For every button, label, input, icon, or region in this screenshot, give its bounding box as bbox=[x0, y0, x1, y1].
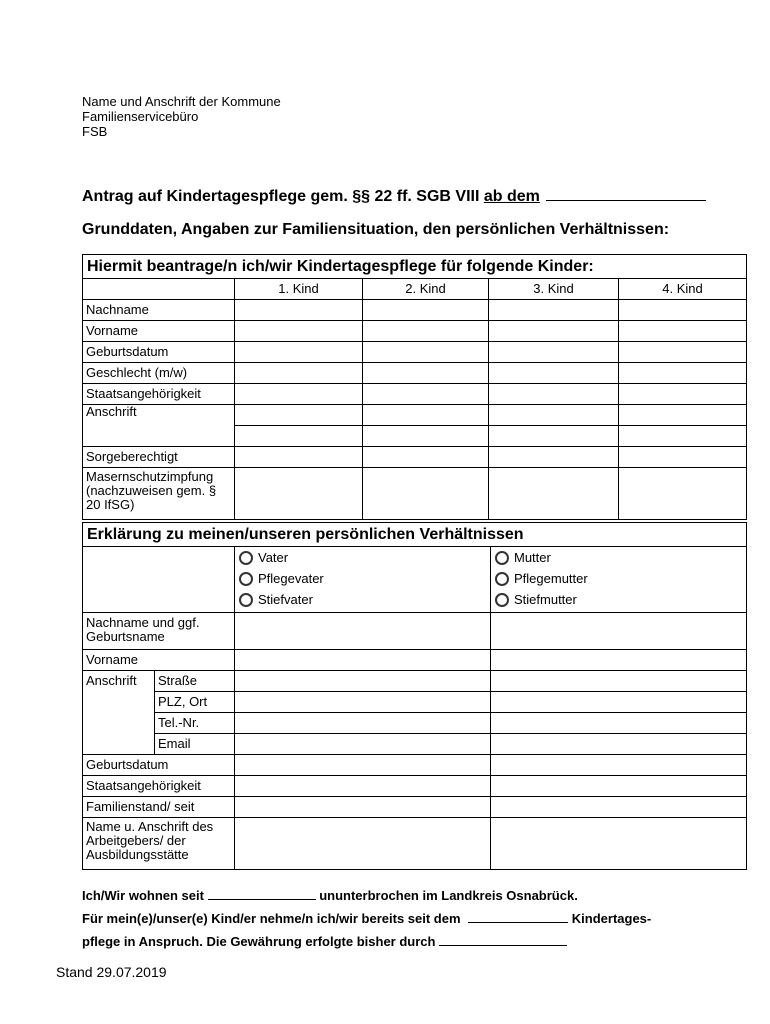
row-label-anschrift: Anschrift bbox=[83, 405, 235, 447]
radio-label: Mutter bbox=[514, 549, 551, 565]
parent-2-familienstand-field[interactable] bbox=[491, 797, 747, 818]
row-label-tel: Tel.-Nr. bbox=[155, 713, 235, 734]
parents-table bbox=[82, 522, 747, 870]
parent-2-email-field[interactable] bbox=[491, 734, 747, 755]
radio-mutter[interactable] bbox=[495, 547, 743, 568]
radio-pflegevater[interactable] bbox=[239, 568, 487, 589]
care-text-end: Kindertages- bbox=[571, 911, 652, 926]
care-statement-line-1 bbox=[82, 911, 651, 926]
mother-options bbox=[491, 547, 747, 613]
child-3-nachname-field[interactable] bbox=[489, 300, 619, 321]
child-3-vorname-field[interactable] bbox=[489, 321, 619, 342]
child-3-sorgeberechtigt-field[interactable] bbox=[489, 447, 619, 468]
row-label-parent-anschrift: Anschrift bbox=[83, 671, 155, 755]
row-label-email: Email bbox=[155, 734, 235, 755]
form-title-ab-dem: ab dem bbox=[483, 188, 540, 205]
parent-1-tel-field[interactable] bbox=[235, 713, 491, 734]
row-label-sorgeberechtigt: Sorgeberechtigt bbox=[83, 447, 235, 468]
row-label-parent-geburtsdatum: Geburtsdatum bbox=[83, 755, 235, 776]
child-2-geburtsdatum-field[interactable] bbox=[363, 342, 489, 363]
column-header-empty bbox=[83, 279, 235, 300]
parent-1-nachname-field[interactable] bbox=[235, 613, 491, 650]
child-4-sorgeberechtigt-field[interactable] bbox=[619, 447, 747, 468]
parent-2-plz-field[interactable] bbox=[491, 692, 747, 713]
parents-table-heading: Erklärung zu meinen/unseren persönlichen Verhältnissen bbox=[83, 523, 747, 547]
child-2-anschrift-field-1[interactable] bbox=[363, 405, 489, 426]
start-date-field[interactable] bbox=[546, 186, 706, 201]
column-header-kind-4: 4. Kind bbox=[619, 279, 747, 300]
child-3-geschlecht-field[interactable] bbox=[489, 363, 619, 384]
row-label-strasse: Straße bbox=[155, 671, 235, 692]
parent-1-staat-field[interactable] bbox=[235, 776, 491, 797]
radio-vater[interactable] bbox=[239, 547, 487, 568]
residence-text-start: Ich/Wir wohnen seit bbox=[82, 888, 204, 903]
child-4-anschrift-field-1[interactable] bbox=[619, 405, 747, 426]
column-header-kind-2: 2. Kind bbox=[363, 279, 489, 300]
child-1-anschrift-field-1[interactable] bbox=[235, 405, 363, 426]
radio-label: Vater bbox=[258, 549, 289, 565]
form-title-text: Antrag auf Kindertagespflege gem. §§ 22 ff. SGB VIII bbox=[82, 188, 480, 205]
child-3-staat-field[interactable] bbox=[489, 384, 619, 405]
child-4-vorname-field[interactable] bbox=[619, 321, 747, 342]
residence-text-end: ununterbrochen im Landkreis Osnabrück. bbox=[319, 888, 578, 903]
radio-circle-icon bbox=[495, 551, 509, 565]
form-title bbox=[82, 186, 706, 206]
residence-since-field[interactable] bbox=[208, 888, 316, 900]
child-1-geschlecht-field[interactable] bbox=[235, 363, 363, 384]
parent-1-arbeitgeber-field[interactable] bbox=[235, 818, 491, 870]
child-2-anschrift-field-2[interactable] bbox=[363, 426, 489, 447]
row-label-staatsangehoerigkeit: Staatsangehörigkeit bbox=[83, 384, 235, 405]
parent-2-vorname-field[interactable] bbox=[491, 650, 747, 671]
child-3-anschrift-field-2[interactable] bbox=[489, 426, 619, 447]
child-3-geburtsdatum-field[interactable] bbox=[489, 342, 619, 363]
child-2-geschlecht-field[interactable] bbox=[363, 363, 489, 384]
parent-1-plz-field[interactable] bbox=[235, 692, 491, 713]
child-1-geburtsdatum-field[interactable] bbox=[235, 342, 363, 363]
row-label-masernschutzimpfung: Masernschutzimpfung (nachzuweisen gem. § 20 IfSG) bbox=[83, 468, 235, 520]
row-label-parent-vorname: Vorname bbox=[83, 650, 235, 671]
radio-label: Pflegevater bbox=[258, 570, 324, 586]
child-1-staat-field[interactable] bbox=[235, 384, 363, 405]
radio-circle-icon bbox=[495, 593, 509, 607]
column-header-kind-1: 1. Kind bbox=[235, 279, 363, 300]
father-options bbox=[235, 547, 491, 613]
child-4-masern-field[interactable] bbox=[619, 468, 747, 520]
child-4-geschlecht-field[interactable] bbox=[619, 363, 747, 384]
radio-circle-icon bbox=[239, 572, 253, 586]
parent-1-email-field[interactable] bbox=[235, 734, 491, 755]
municipality-address-block bbox=[82, 94, 281, 139]
child-1-vorname-field[interactable] bbox=[235, 321, 363, 342]
care-text-start: Für mein(e)/unser(e) Kind/er nehme/n ich/wir bereits seit dem bbox=[82, 911, 461, 926]
residence-statement bbox=[82, 888, 578, 903]
parent-2-strasse-field[interactable] bbox=[491, 671, 747, 692]
child-1-masern-field[interactable] bbox=[235, 468, 363, 520]
radio-label: Pflegemutter bbox=[514, 570, 588, 586]
column-header-kind-3: 3. Kind bbox=[489, 279, 619, 300]
child-1-anschrift-field-2[interactable] bbox=[235, 426, 363, 447]
row-label-geburtsdatum: Geburtsdatum bbox=[83, 342, 235, 363]
row-label-geschlecht: Geschlecht (m/w) bbox=[83, 363, 235, 384]
row-label-vorname: Vorname bbox=[83, 321, 235, 342]
row-label-nachname-geburtsname: Nachname und ggf. Geburtsname bbox=[83, 613, 235, 650]
form-subtitle: Grunddaten, Angaben zur Familiensituation, den persönlichen Verhältnissen: bbox=[82, 221, 670, 238]
document-version-date: Stand 29.07.2019 bbox=[56, 964, 167, 980]
care-statement-line-2 bbox=[82, 934, 567, 949]
parent-1-familienstand-field[interactable] bbox=[235, 797, 491, 818]
child-2-staat-field[interactable] bbox=[363, 384, 489, 405]
row-label-parent-staat: Staatsangehörigkeit bbox=[83, 776, 235, 797]
parent-1-vorname-field[interactable] bbox=[235, 650, 491, 671]
child-4-staat-field[interactable] bbox=[619, 384, 747, 405]
parent-1-strasse-field[interactable] bbox=[235, 671, 491, 692]
header-line-3: FSB bbox=[82, 124, 108, 139]
radio-stiefvater[interactable] bbox=[239, 589, 487, 610]
radio-label: Stiefmutter bbox=[514, 591, 577, 607]
care-granted-by-field[interactable] bbox=[439, 934, 567, 946]
row-label-familienstand: Familienstand/ seit bbox=[83, 797, 235, 818]
radio-stiefmutter[interactable] bbox=[495, 589, 743, 610]
parent-1-geburtsdatum-field[interactable] bbox=[235, 755, 491, 776]
child-1-sorgeberechtigt-field[interactable] bbox=[235, 447, 363, 468]
header-line-2: Familienservicebüro bbox=[82, 109, 199, 124]
row-label-plz-ort: PLZ, Ort bbox=[155, 692, 235, 713]
parent-2-staat-field[interactable] bbox=[491, 776, 747, 797]
child-4-anschrift-field-2[interactable] bbox=[619, 426, 747, 447]
children-table bbox=[82, 254, 747, 520]
care-granted-text: pflege in Anspruch. Die Gewährung erfolgte bisher durch bbox=[82, 934, 436, 949]
child-2-masern-field[interactable] bbox=[363, 468, 489, 520]
row-label-nachname: Nachname bbox=[83, 300, 235, 321]
radio-label: Stiefvater bbox=[258, 591, 313, 607]
care-since-field[interactable] bbox=[468, 911, 568, 923]
child-4-nachname-field[interactable] bbox=[619, 300, 747, 321]
parent-2-geburtsdatum-field[interactable] bbox=[491, 755, 747, 776]
child-4-geburtsdatum-field[interactable] bbox=[619, 342, 747, 363]
child-2-vorname-field[interactable] bbox=[363, 321, 489, 342]
relation-label-cell bbox=[83, 547, 235, 613]
child-2-nachname-field[interactable] bbox=[363, 300, 489, 321]
child-3-masern-field[interactable] bbox=[489, 468, 619, 520]
radio-circle-icon bbox=[239, 593, 253, 607]
child-1-nachname-field[interactable] bbox=[235, 300, 363, 321]
radio-circle-icon bbox=[495, 572, 509, 586]
child-3-anschrift-field-1[interactable] bbox=[489, 405, 619, 426]
radio-pflegemutter[interactable] bbox=[495, 568, 743, 589]
child-2-sorgeberechtigt-field[interactable] bbox=[363, 447, 489, 468]
parent-2-arbeitgeber-field[interactable] bbox=[491, 818, 747, 870]
radio-circle-icon bbox=[239, 551, 253, 565]
parent-2-nachname-field[interactable] bbox=[491, 613, 747, 650]
children-table-heading: Hiermit beantrage/n ich/wir Kindertagespflege für folgende Kinder: bbox=[83, 255, 747, 279]
parent-2-tel-field[interactable] bbox=[491, 713, 747, 734]
row-label-arbeitgeber: Name u. Anschrift des Arbeitgebers/ der Ausbildungsstätte bbox=[83, 818, 235, 870]
header-line-1: Name und Anschrift der Kommune bbox=[82, 94, 281, 109]
